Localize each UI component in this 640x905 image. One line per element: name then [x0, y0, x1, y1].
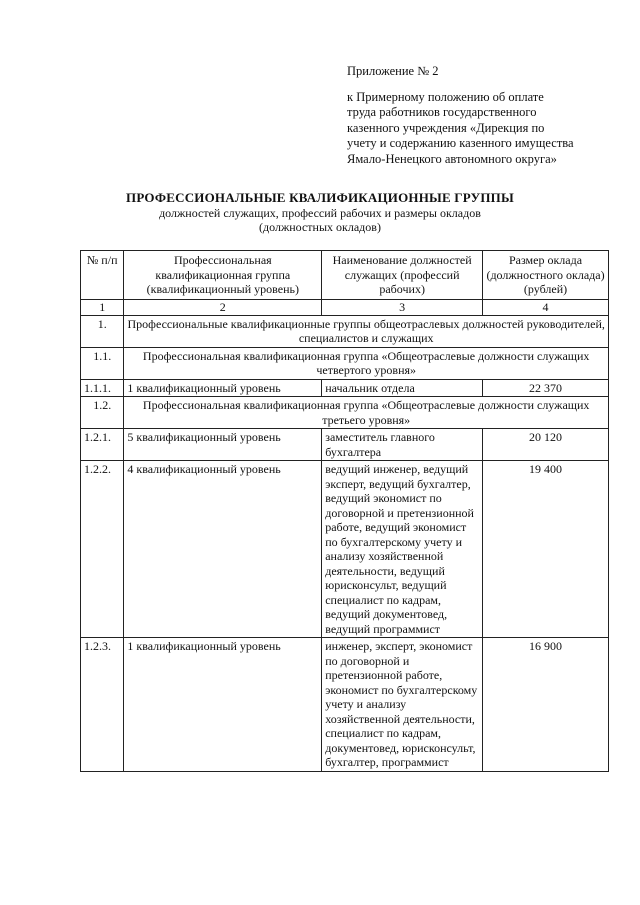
- column-number: 1: [81, 299, 124, 315]
- position-names: инженер, эксперт, экономист по договорной и претензионной работе, экономист по бухгалтерскому учету и анализу хозяйственной деятельности, специалист по кадрам, документовед, юрисконсульт, бухгалтер, программист: [322, 638, 483, 772]
- appendix-line: казенного учреждения «Дирекция по: [347, 120, 545, 135]
- table-header-row: [81, 251, 609, 300]
- row-number: 1.: [81, 315, 124, 347]
- document-heading: [60, 190, 580, 234]
- column-number-row: [81, 299, 609, 315]
- table-row: [81, 379, 609, 397]
- row-number: 1.2.: [81, 397, 124, 429]
- table-row: [81, 638, 609, 772]
- document-subtitle: (должностных окладов): [259, 220, 381, 234]
- qualification-level: 1 квалификационный уровень: [124, 638, 322, 772]
- appendix-line: учету и содержанию казенного имущества: [347, 136, 574, 150]
- column-number: 2: [124, 299, 322, 315]
- table-row: [81, 315, 609, 347]
- salary-value: 22 370: [483, 379, 609, 397]
- group-title: Профессиональная квалификационная группа «Общеотраслевые должности служащих третьего уровня»: [124, 397, 609, 429]
- salary-value: 19 400: [483, 461, 609, 638]
- document-title: ПРОФЕССИОНАЛЬНЫЕ КВАЛИФИКАЦИОННЫЕ ГРУППЫ: [126, 190, 514, 205]
- salary-value: 20 120: [483, 429, 609, 461]
- appendix-line: труда работников государственного: [347, 105, 537, 119]
- header-positions: Наименование должностей служащих (профессий рабочих): [322, 251, 483, 300]
- qualification-level: 1 квалификационный уровень: [124, 379, 322, 397]
- row-number: 1.1.1.: [81, 379, 124, 397]
- row-number: 1.2.3.: [81, 638, 124, 772]
- table-row: [81, 461, 609, 638]
- position-names: заместитель главного бухгалтера: [322, 429, 483, 461]
- table-row: [81, 397, 609, 429]
- table-row: [81, 429, 609, 461]
- column-number: 3: [322, 299, 483, 315]
- qualification-level: 5 квалификационный уровень: [124, 429, 322, 461]
- salary-value: 16 900: [483, 638, 609, 772]
- appendix-line: Ямало-Ненецкого автономного округа»: [347, 151, 557, 166]
- row-number: 1.1.: [81, 347, 124, 379]
- header-number: № п/п: [81, 251, 124, 300]
- row-number: 1.2.2.: [81, 461, 124, 638]
- appendix-block: [347, 64, 617, 167]
- appendix-line: к Примерному положению об оплате: [347, 89, 544, 104]
- header-salary: Размер оклада (должностного оклада) (рублей): [483, 251, 609, 300]
- document-subtitle: должностей служащих, профессий рабочих и размеры окладов: [159, 206, 481, 220]
- header-group: Профессиональная квалификационная группа (квалификационный уровень): [124, 251, 322, 300]
- group-title: Профессиональные квалификационные группы общеотраслевых должностей руководителей, специалистов и служащих: [124, 315, 609, 347]
- position-names: начальник отдела: [322, 379, 483, 397]
- appendix-number: Приложение № 2: [347, 64, 439, 78]
- qualification-level: 4 квалификационный уровень: [124, 461, 322, 638]
- column-number: 4: [483, 299, 609, 315]
- qualification-table: [80, 250, 609, 772]
- group-title: Профессиональная квалификационная группа «Общеотраслевые должности служащих четвертого уровня»: [124, 347, 609, 379]
- row-number: 1.2.1.: [81, 429, 124, 461]
- position-names: ведущий инженер, ведущий эксперт, ведущий бухгалтер, ведущий экономист по договорной и претензионной работе, ведущий экономист по бухгалтерскому учету и анализу хозяйственной деятельности, ведущий юрисконсульт, ведущий специалист по кадрам, ведущий документовед, ведущий программист: [322, 461, 483, 638]
- table-row: [81, 347, 609, 379]
